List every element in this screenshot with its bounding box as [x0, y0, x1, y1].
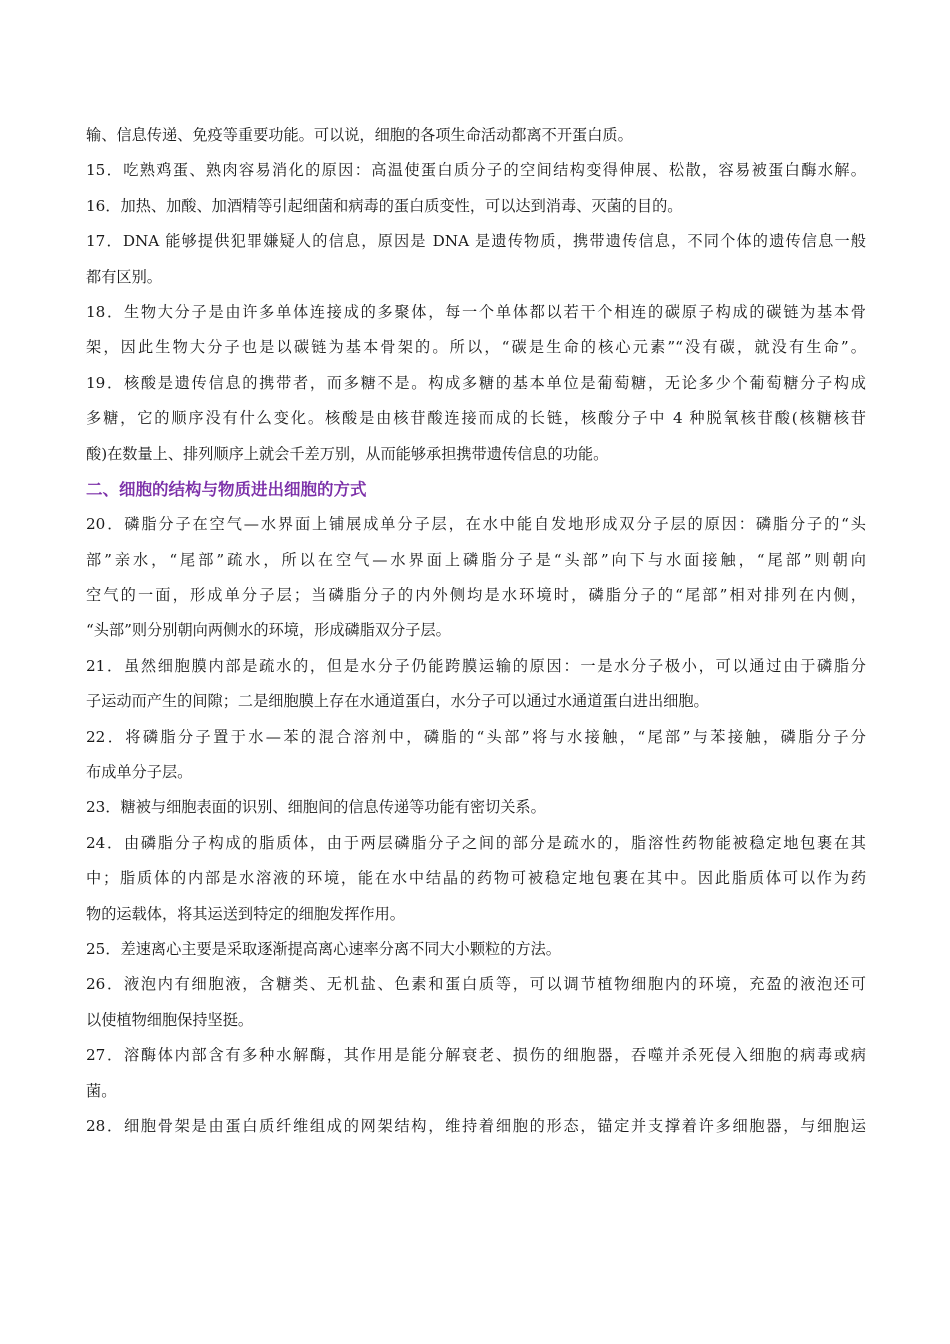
text-line: 以使植物细胞保持坚挺。	[86, 1010, 254, 1029]
text-line: 都有区别。	[86, 267, 162, 286]
text-line: 25．差速离心主要是采取逐渐提高离心速率分离不同大小颗粒的方法。	[86, 939, 561, 958]
text-line: 18．生物大分子是由许多单体连接成的多聚体，每一个单体都以若干个相连的碳原子构成的碳链为基本骨	[86, 302, 866, 321]
text-line: 19．核酸是遗传信息的携带者，而多糖不是。构成多糖的基本单位是葡萄糖，无论多少个葡萄糖分子构成	[86, 373, 866, 392]
text-line: 中；脂质体的内部是水溶液的环境，能在水中结晶的药物可被稳定地包裹在其中。因此脂质体可以作为药	[86, 869, 866, 888]
text-line: 16．加热、加酸、加酒精等引起细菌和病毒的蛋白质变性，可以达到消毒、灭菌的目的。	[86, 196, 683, 215]
document-body	[86, 118, 866, 1144]
text-line: 20．磷脂分子在空气—水界面上铺展成单分子层，在水中能自发地形成双分子层的原因：磷脂分子的“头	[86, 515, 866, 534]
text-line: 酸)在数量上、排列顺序上就会千差万别，从而能够承担携带遗传信息的功能。	[86, 444, 609, 463]
text-line: 多糖，它的顺序没有什么变化。核酸是由核苷酸连接而成的长链，核酸分子中 4 种脱氧核苷酸(核糖核苷	[86, 409, 866, 428]
text-line: 输、信息传递、免疫等重要功能。可以说，细胞的各项生命活动都离不开蛋白质。	[86, 126, 633, 144]
text-line: 空气的一面，形成单分子层；当磷脂分子的内外侧均是水环境时，磷脂分子的“尾部”相对排列在内侧，	[86, 586, 866, 605]
text-line: 26．液泡内有细胞液，含糖类、无机盐、色素和蛋白质等，可以调节植物细胞内的环境，充盈的液泡还可	[86, 975, 866, 994]
text-line: 22．将磷脂分子置于水—苯的混合溶剂中，磷脂的“头部”将与水接触，“尾部”与苯接触，磷脂分子分	[86, 727, 866, 746]
text-line: 17．DNA 能够提供犯罪嫌疑人的信息，原因是 DNA 是遗传物质，携带遗传信息，不同个体的遗传信息一般	[86, 232, 866, 251]
text-line: 布成单分子层。	[86, 763, 193, 782]
text-line: 21．虽然细胞膜内部是疏水的，但是水分子仍能跨膜运输的原因：一是水分子极小，可以通过由于磷脂分	[86, 656, 866, 675]
text-line: 24．由磷脂分子构成的脂质体，由于两层磷脂分子之间的部分是疏水的，脂溶性药物能被稳定地包裹在其	[86, 833, 866, 852]
section-heading: 二、细胞的结构与物质进出细胞的方式	[86, 479, 367, 499]
text-line: 菌。	[86, 1081, 117, 1100]
text-line: “头部”则分别朝向两侧水的环境，形成磷脂双分子层。	[86, 621, 451, 640]
text-line: 27．溶酶体内部含有多种水解酶，其作用是能分解衰老、损伤的细胞器，吞噬并杀死侵入细胞的病毒或病	[86, 1046, 866, 1065]
text-line: 28．细胞骨架是由蛋白质纤维组成的网架结构，维持着细胞的形态，锚定并支撑着许多细胞器，与细胞运	[86, 1116, 866, 1135]
text-line: 架，因此生物大分子也是以碳链为基本骨架的。所以，“碳是生命的核心元素”“没有碳，就没有生命”。	[86, 338, 866, 357]
text-line: 物的运载体，将其运送到特定的细胞发挥作用。	[86, 904, 405, 923]
text-line: 子运动而产生的间隙；二是细胞膜上存在水通道蛋白，水分子可以通过水通道蛋白进出细胞。	[86, 692, 709, 711]
text-line: 15．吃熟鸡蛋、熟肉容易消化的原因：高温使蛋白质分子的空间结构变得伸展、松散，容易被蛋白酶水解。	[86, 161, 866, 180]
text-line: 23．糖被与细胞表面的识别、细胞间的信息传递等功能有密切关系。	[86, 798, 546, 817]
text-line: 部”亲水，“尾部”疏水，所以在空气—水界面上磷脂分子是“头部”向下与水面接触，“尾部”则朝向	[86, 550, 866, 569]
